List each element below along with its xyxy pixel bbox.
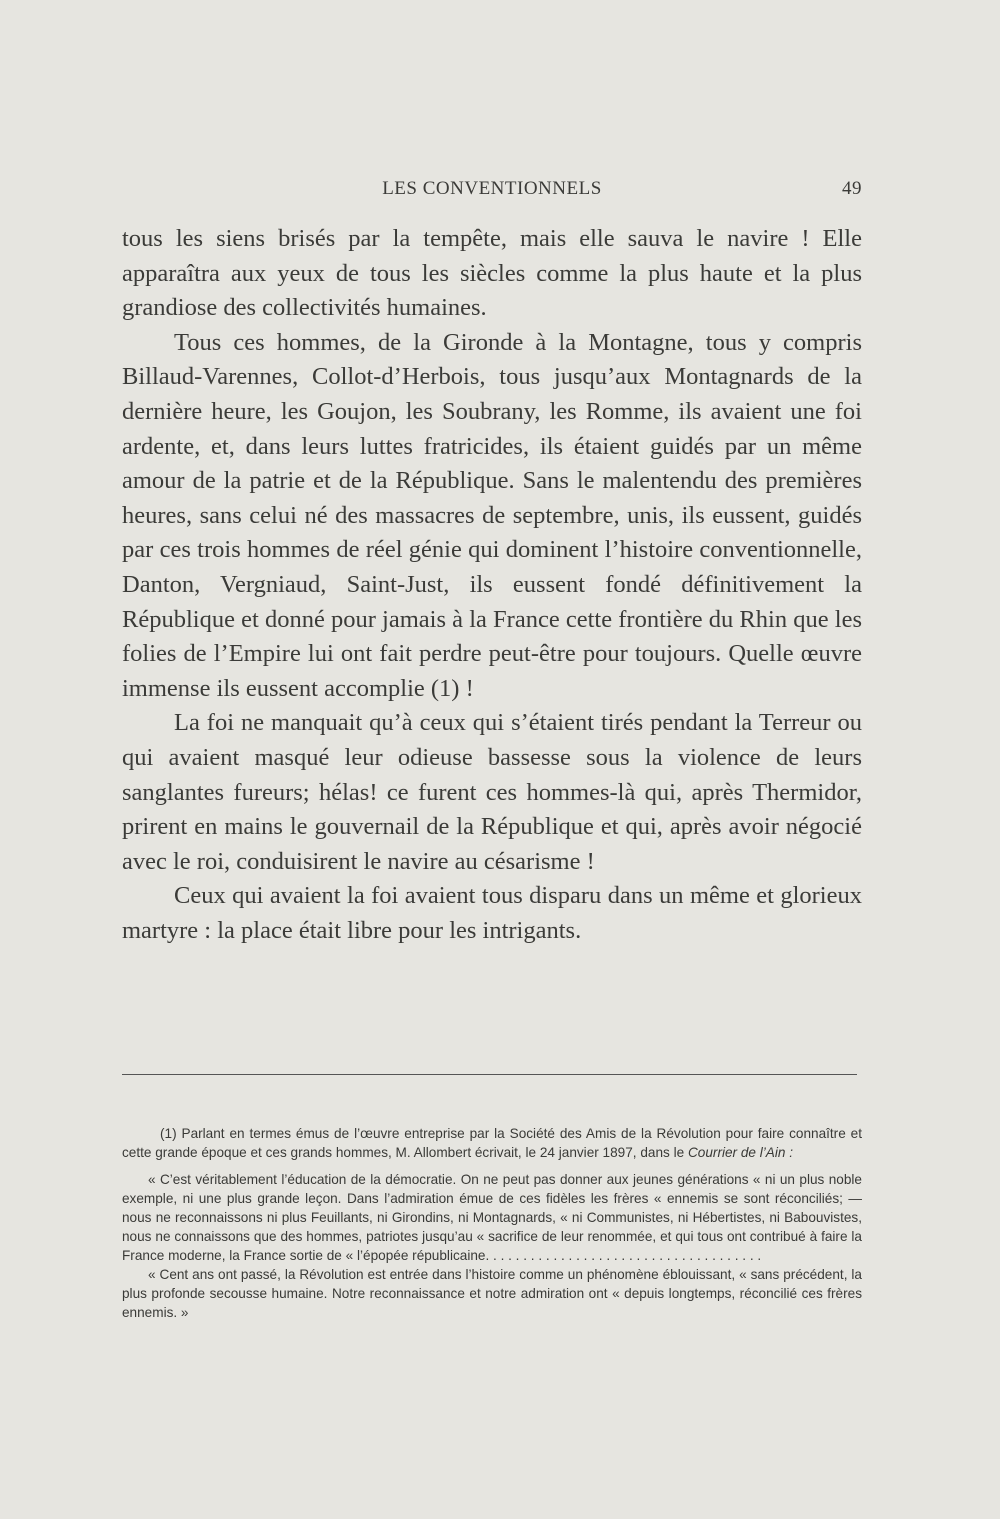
footnote-intro-text: (1) Parlant en termes émus de l’œuvre entreprise par la Société des Amis de la Révolution pour faire connaître et cette grande époque et ces grands hommes, M. Allombert écrivait, le 24 janvier 1897, dans le <box>122 1126 862 1160</box>
footnote-quote-2: « Cent ans ont passé, la Révolution est entrée dans l’histoire comme un phénomène éblouissant, « sans précédent, la plus profonde secousse humaine. Notre reconnaissance et notre admiration ont « depuis longtemps, réconcilié ces frères ennemis. » <box>122 1267 862 1320</box>
paragraph-2: Tous ces hommes, de la Gironde à la Montagne, tous y compris Billaud-Varennes, Collot-d’Herbois, tous jusqu’aux Montagnards de la dernière heure, les Goujon, les Soubrany, les Romme, ils avaient une foi ardente, et, dans leurs luttes fratricides, ils étaient guidés par un même amour de la patrie et de la République. Sans le malentendu des premières heures, sans celui né des massacres de septembre, unis, ils eussent, guidés par ces trois hommes de réel génie qui dominent l’histoire conventionnelle, Danton, Vergniaud, Saint-Just, ils eussent fondé définitivement la République et donné pour jamais à la France cette frontière du Rhin que les folies de l’Empire lui ont fait perdre peut-être pour toujours. Quelle œuvre immense ils eussent accomplie (1) ! <box>122 328 862 702</box>
footnote-quote-1: « C’est véritablement l’éducation de la démocratie. On ne peut pas donner aux jeunes générations « ni un plus noble exemple, ni une plus grande leçon. Dans l’admiration émue de ces fidèles les frères « ennemis se sont réconciliés; — nous ne reconnaissons ni plus Feuillants, ni Girondins, ni Montagnards, « ni Communistes, ni Hébertistes, ni Babouvistes, nous ne connaissons que des hommes, patriotes jusqu’au « sacrifice de leur renommée, et qui tous ont contribué à faire la France moderne, la France sortie de « l’épopée républicaine. . . . . . . . . . . . . . . . . . . . . . . . . . . . . . . . . . . . . <box>122 1172 862 1263</box>
page-number: 49 <box>842 178 862 199</box>
paragraph-4: Ceux qui avaient la foi avaient tous disparu dans un même et glorieux martyre : la place était libre pour les intrigants. <box>122 882 862 944</box>
newspaper-title: Courrier de l’Ain : <box>687 1145 793 1160</box>
main-text <box>122 222 862 948</box>
footnotes <box>122 1124 862 1322</box>
paragraph-1: tous les siens brisés par la tempête, mais elle sauva le navire ! Elle apparaîtra aux yeux de tous les siècles comme la plus haute et la plus grandiose des collectivités humaines. <box>122 225 862 322</box>
running-title: LES CONVENTIONNELS <box>382 178 602 199</box>
footnote-intro <box>122 1124 862 1162</box>
footnote-separator <box>122 1074 857 1075</box>
running-header <box>122 178 862 202</box>
paragraph-3: La foi ne manquait qu’à ceux qui s’étaient tirés pendant la Terreur ou qui avaient masqué leur odieuse bassesse sous la violence de leurs sanglantes fureurs; hélas! ce furent ces hommes-là qui, après Thermidor, prirent en mains le gouvernail de la République et qui, après avoir négocié avec le roi, conduisirent le navire au césarisme ! <box>122 709 862 875</box>
